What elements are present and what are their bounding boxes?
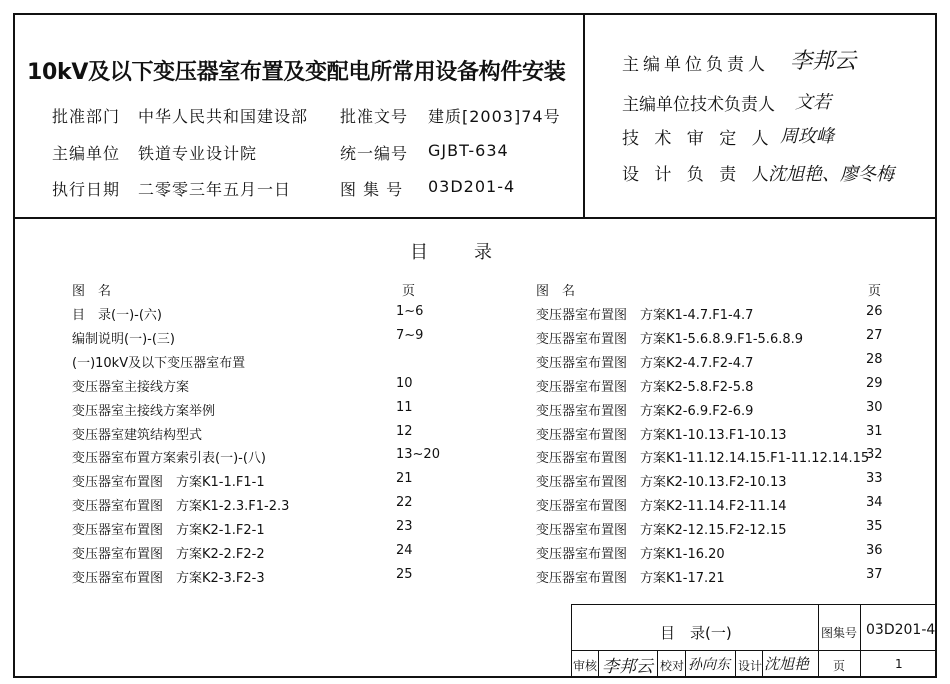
check-label: 校对 [660,659,685,673]
right-toc-entry-name: 变压器室布置图 方案K2-11.14.F2-11.14 [536,499,787,515]
editing-unit-value: 铁道专业设计院 [138,144,258,163]
titleblock-left-line [571,604,572,678]
left-toc-entry-page: 12 [396,423,413,439]
titleblock-top-line [571,604,937,605]
right-toc-entry-page: 30 [866,399,883,415]
approval-doc-label: 批准文号 [340,107,409,126]
right-toc-entry-name: 变压器室布置图 方案K2-5.8.F2-5.8 [536,379,754,395]
approval-dept-label: 批准部门 [52,107,121,126]
header-vertical-divider [583,13,585,218]
right-col-page-header: 页 [868,284,882,299]
review-signature: 李邦云 [602,657,653,677]
design-label: 设计 [738,659,763,673]
right-toc-entry-page: 37 [866,566,883,582]
atlas-title: 10kV及以下变压器室布置及变配电所常用设备构件安装 [27,60,566,85]
titleblock-check-sig-divider [685,650,686,678]
left-toc-entry-page: 11 [396,399,413,415]
left-toc-entry-name: 编制说明(一)-(三) [72,331,175,347]
right-toc-entry-page: 31 [866,423,883,439]
right-toc-entry-page: 35 [866,519,883,535]
right-toc-entry-name: 变压器室布置图 方案K2-4.7.F2-4.7 [536,355,754,371]
right-toc-entry-name: 变压器室布置图 方案K2-10.13.F2-10.13 [536,475,787,491]
right-toc-entry-name: 变压器室布置图 方案K1-17.21 [536,570,725,586]
page-label: 页 [833,659,846,673]
titleblock-atlas-label: 图集号 [821,626,858,640]
header-divider [13,217,937,219]
titleblock-design-divider [735,650,736,678]
right-toc-entry-name: 变压器室布置图 方案K1-10.13.F1-10.13 [536,427,787,443]
titleblock-value-divider [860,604,861,678]
left-toc-entry-name: 目 录(一)-(六) [72,308,162,323]
left-col-name-header: 图 名 [72,284,112,299]
left-toc-entry-name: 变压器室布置图 方案K1-2.3.F1-2.3 [72,499,290,515]
left-toc-entry-page: 24 [396,543,413,558]
right-toc-entry-name: 变压器室布置图 方案K2-6.9.F2-6.9 [536,403,754,419]
right-toc-entry-name: 变压器室布置图 方案K2-12.15.F2-12.15 [536,523,787,539]
left-toc-entry-page: 25 [396,566,413,582]
titleblock-atlas-value: 03D201-4 [866,622,936,638]
unified-number-label: 统一编号 [340,144,409,163]
effective-date-value: 二零零三年五月一日 [138,180,292,199]
left-toc-entry-page: 23 [396,519,413,535]
technical-reviewer-signature: 周玫峰 [780,126,834,147]
left-toc-entry-page: 1~6 [396,304,424,319]
left-toc-entry-name: 变压器室布置方案索引表(一)-(八) [72,451,266,467]
right-toc-entry-page: 28 [866,351,883,367]
left-toc-entry-name: 变压器室主接线方案 [72,379,190,395]
left-toc-entry-name: 变压器室布置图 方案K1-1.F1-1 [72,475,265,491]
right-toc-entry-page: 33 [866,471,883,487]
unified-number-value: GJBT-634 [428,141,509,160]
atlas-number-value: 03D201-4 [428,177,516,196]
left-toc-entry-name: 变压器室主接线方案举例 [72,403,216,419]
right-toc-entry-name: 变压器室布置图 方案K1-5.6.8.9.F1-5.6.8.9 [536,331,804,347]
titleblock-review-divider [598,650,599,678]
right-toc-entry-page: 36 [866,543,883,558]
technical-reviewer-label: 技 术 审 定 人 [622,129,774,149]
titleblock-mid-line [571,650,937,651]
design-signature: 沈旭艳 [764,655,810,673]
editing-unit-label: 主编单位 [52,144,121,163]
left-toc-entry-name: 变压器室布置图 方案K2-2.F2-2 [72,547,265,562]
titleblock-atlas-divider [818,604,819,678]
left-toc-entry-name: 变压器室布置图 方案K2-3.F2-3 [72,570,265,586]
left-toc-entry-page: 22 [396,495,413,511]
toc-heading: 目 录 [410,242,506,263]
right-toc-entry-page: 27 [866,327,883,343]
chief-editor-label: 主编单位负责人 [622,55,769,75]
left-toc-entry-page: 21 [396,471,413,487]
titleblock-design-sig-divider [762,650,763,678]
right-col-name-header: 图 名 [536,284,576,299]
right-toc-entry-name: 变压器室布置图 方案K1-11.12.14.15.F1-11.12.14.15 [536,451,870,467]
left-toc-entry-name: (一)10kV及以下变压器室布置 [72,355,246,371]
technical-director-label: 主编单位技术负责人 [622,95,775,115]
review-label: 审核 [573,659,598,673]
left-toc-entry-page: 10 [396,375,413,391]
design-lead-label: 设 计 负 责 人 [622,165,774,185]
approval-dept-value: 中华人民共和国建设部 [138,107,309,126]
atlas-number-label: 图 集 号 [340,180,404,199]
design-lead-signature: 沈旭艳、廖冬梅 [768,164,894,185]
left-toc-entry-page: 13~20 [396,447,440,463]
left-toc-entry-name: 变压器室布置图 方案K2-1.F2-1 [72,523,265,539]
page-number: 1 [895,657,903,671]
left-col-page-header: 页 [402,284,416,299]
left-toc-entry-name: 变压器室建筑结构型式 [72,427,203,443]
technical-director-signature: 文若 [795,92,831,113]
left-toc-entry-page: 7~9 [396,327,424,343]
right-toc-entry-name: 变压器室布置图 方案K1-4.7.F1-4.7 [536,308,754,323]
chief-editor-signature: 李邦云 [790,49,857,74]
right-toc-entry-page: 34 [866,495,883,511]
right-toc-entry-page: 32 [866,447,883,463]
titleblock-check-divider [657,650,658,678]
check-signature: 孙向东 [688,657,730,673]
sheet-title: 目 录(一) [660,624,732,642]
right-toc-entry-page: 29 [866,375,883,391]
right-toc-entry-page: 26 [866,304,883,319]
effective-date-label: 执行日期 [52,180,121,199]
right-toc-entry-name: 变压器室布置图 方案K1-16.20 [536,547,725,562]
approval-doc-value: 建质[2003]74号 [428,107,561,126]
